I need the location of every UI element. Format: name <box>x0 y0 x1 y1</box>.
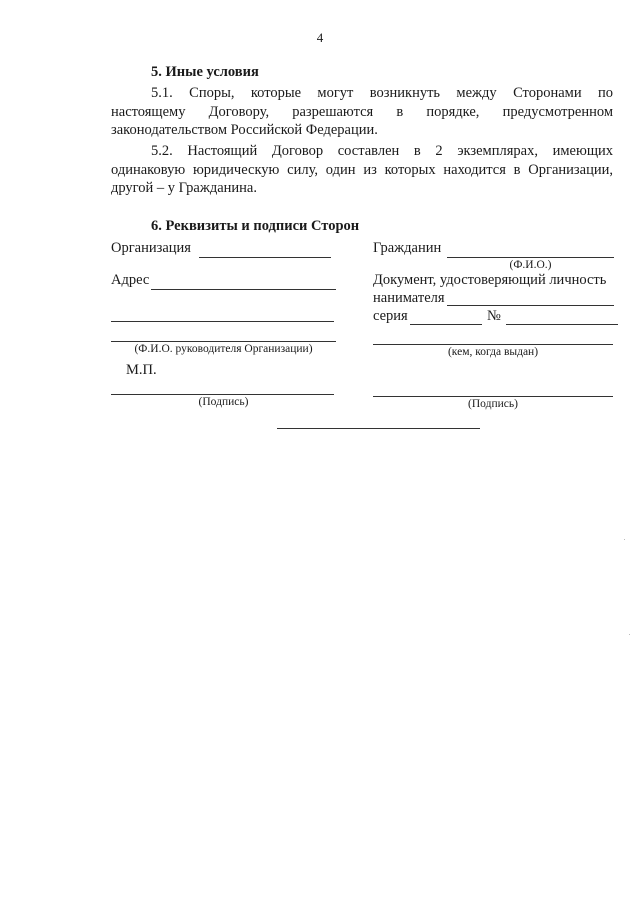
section-6-heading: 6. Реквизиты и подписи Сторон <box>151 218 360 234</box>
closing-rule <box>277 428 480 429</box>
section-5-paragraph-2 <box>111 142 613 198</box>
citizen-fio-caption: (Ф.И.О.) <box>509 259 552 271</box>
scan-artifact <box>629 634 630 635</box>
paragraph-line: 5.1. Споры, которые могут возникнуть между Сторонами по <box>151 85 613 101</box>
number-label: № <box>487 308 501 324</box>
address-field-line-2 <box>111 321 334 322</box>
organization-label: Организация <box>111 240 191 256</box>
series-label: серия <box>373 308 408 324</box>
head-name-field-line <box>111 341 336 342</box>
right-signature-line <box>373 396 613 397</box>
head-name-caption: (Ф.И.О. руководителя Организации) <box>134 343 313 355</box>
identity-document-label: Документ, удостоверяющий личность <box>373 272 607 288</box>
left-signature-caption: (Подпись) <box>198 396 249 408</box>
series-field-line <box>410 324 482 325</box>
section-5-heading: 5. Иные условия <box>151 64 259 80</box>
right-signature-caption: (Подпись) <box>468 398 518 410</box>
organization-field-line <box>199 257 331 258</box>
left-signature-line <box>111 394 334 395</box>
issued-by-caption: (кем, когда выдан) <box>447 346 539 358</box>
paragraph-line: другой – у Гражданина. <box>111 180 257 196</box>
citizen-field-line <box>447 257 614 258</box>
address-field-line <box>151 289 336 290</box>
section-5-paragraph-1 <box>111 84 613 140</box>
tenant-field-line <box>447 305 614 306</box>
paragraph-line: настоящему Договору, разрешаются в порядке, предусмотренном <box>111 103 613 120</box>
number-field-line <box>506 324 618 325</box>
stamp-label: М.П. <box>126 362 157 378</box>
paragraph-line: 5.2. Настоящий Договор составлен в 2 экземплярах, имеющих <box>151 143 613 159</box>
tenant-label: нанимателя <box>373 290 445 306</box>
paragraph-line: одинаковую юридическую силу, один из которых находится в Организации, <box>111 161 613 178</box>
citizen-label: Гражданин <box>373 240 442 256</box>
address-label: Адрес <box>111 272 150 288</box>
scan-artifact <box>624 539 625 540</box>
page-number: 4 <box>316 30 324 45</box>
paragraph-line: законодательством Российской Федерации. <box>111 122 378 138</box>
issued-by-field-line <box>373 344 613 345</box>
